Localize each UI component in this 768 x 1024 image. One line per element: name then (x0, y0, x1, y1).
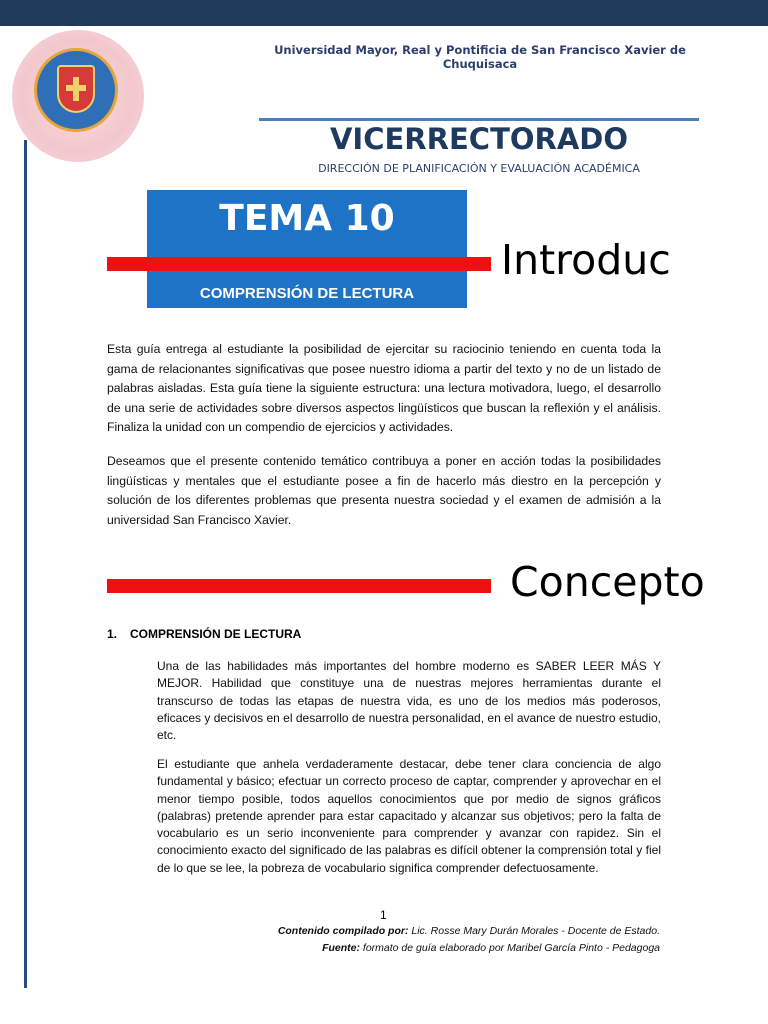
top-bar (0, 0, 768, 26)
header-divider (259, 118, 699, 121)
page-subtitle: DIRECCIÓN DE PLANIFICACIÓN Y EVALUACIÓN ACADÉMICA (318, 162, 640, 175)
intro-paragraph-1: Esta guía entrega al estudiante la posibilidad de ejercitar su raciocinio teniendo en cuenta toda la gama de relacionantes significativas que posee nuestro idioma a partir del texto y no de un listado de palabras aisladas. Esta guía tiene la siguiente estructura: una lectura motivadora, luego, el desarrollo de una serie de actividades sobre diversos aspectos lingüísticos que buscan la reflexión y el análisis. Finaliza la unidad con un compendio de ejercicios y actividades. (107, 342, 661, 435)
left-margin-rule (24, 140, 27, 988)
item-1-label: COMPRENSIÓN DE LECTURA (130, 627, 302, 641)
footer-compiled (200, 925, 660, 937)
item-1-paragraph-1: Una de las habilidades más importantes del hombre moderno es SABER LEER MÁS Y MEJOR. Habilidad que constituye una de nuestras mejores herramientas durante el transcurso de todas las etapas de nuestra vida, es uno de los medios más poderosos, eficaces y decisivos en el desarrollo de nuestra personalidad, en el avance de nuestro estudio, etc. (157, 659, 661, 743)
intro-heading: Introduc (501, 236, 671, 284)
footer-source (200, 942, 660, 954)
footer-compiled-value: Lic. Rosse Mary Durán Morales - Docente de Estado. (408, 925, 660, 937)
seal-shield-icon (57, 65, 95, 113)
concept-red-bar (107, 579, 491, 593)
footer-source-label: Fuente: (322, 942, 360, 954)
footer-compiled-label: Contenido compilado por: (277, 925, 409, 937)
tema-subtitle: COMPRENSIÓN DE LECTURA (199, 285, 415, 302)
university-name: Universidad Mayor, Real y Pontificia de San Francisco Xavier de Chuquisaca (274, 43, 686, 71)
page-title: VICERRECTORADO (329, 122, 628, 156)
intro-red-bar (107, 257, 491, 271)
university-seal-logo (34, 48, 118, 132)
concept-heading: Concepto (510, 558, 705, 606)
item-1-paragraph-2: El estudiante que anhela verdaderamente destacar, debe tener clara conciencia de algo fundamental y básico; efectuar un correcto proceso de captar, comprender y aprovechar en el menor tiempo posible, todos aquellos conocimientos que por medio de signos gráficos (palabras) pretende aprender para estar capacitado y alcanzar sus objetivos; pero la falta de vocabulario es un serio inconveniente para comprender y avanzar con rapidez. Sin el conocimiento exacto del significado de las palabras es difícil obtener la comprensión total y fiel de lo que se lee, la pobreza de vocabulario significa comprender defectuosamente. (157, 757, 661, 875)
seal-cross-bar (66, 85, 86, 91)
page-number: 1 (380, 908, 387, 922)
item-1-title (107, 627, 301, 641)
footer-source-value: formato de guía elaborado por Maribel García Pinto - Pedagoga (359, 942, 660, 954)
item-1-number: 1. (107, 627, 118, 641)
intro-paragraph-2: Deseamos que el presente contenido temático contribuya a poner en acción todas la posibilidades lingüísticas y mentales que el estudiante posee a fin de hacerlo más diestro en la percepción y solución de los diferentes problemas que presenta nuestra sociedad y el examen de admisión a la universidad San Francisco Xavier. (107, 454, 661, 527)
tema-title: TEMA 10 (219, 198, 395, 239)
